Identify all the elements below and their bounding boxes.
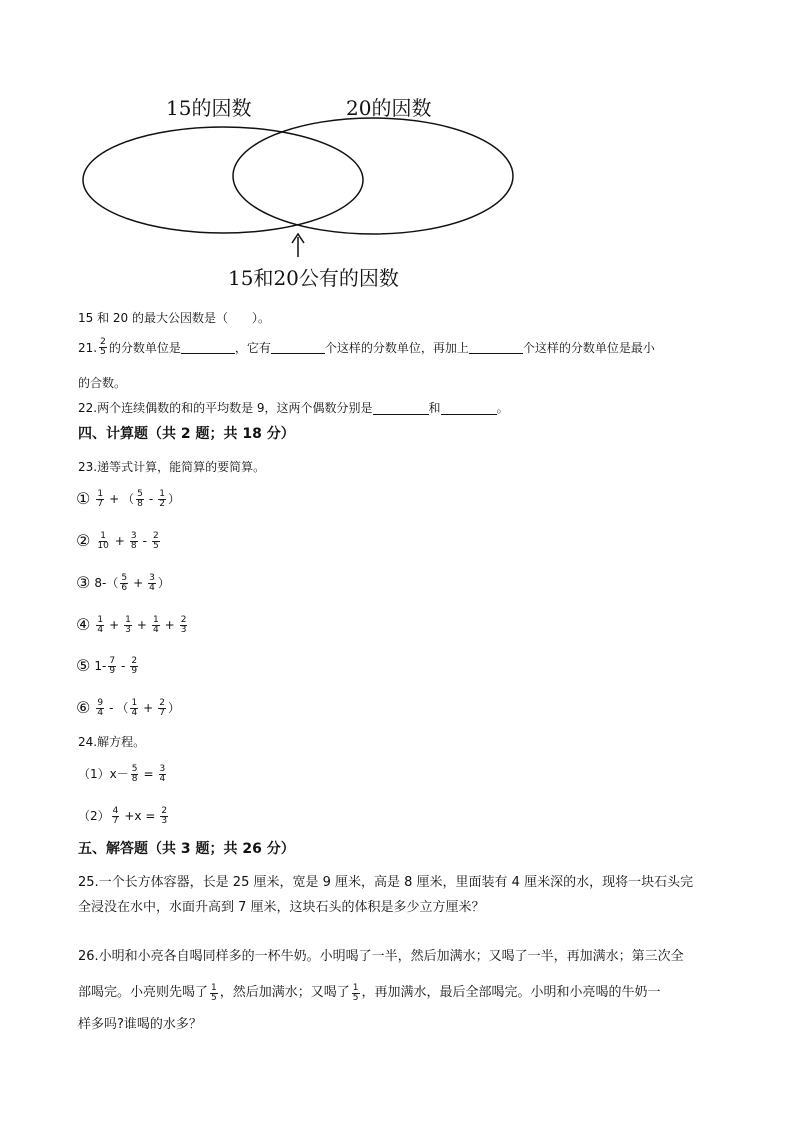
item-marker: ① bbox=[76, 489, 91, 508]
equation-1 bbox=[78, 761, 168, 787]
question-22 bbox=[78, 399, 509, 417]
minus-sign: - bbox=[109, 701, 114, 715]
q21-fraction: $\frac{2}{5}$ bbox=[100, 337, 106, 357]
q21-text-4: 个这样的分数单位是最小 bbox=[522, 340, 655, 355]
fraction: $\frac{1}{4}$ bbox=[131, 697, 138, 718]
plus-sign: + bbox=[109, 618, 120, 632]
q21-number: 21. bbox=[78, 340, 98, 355]
fraction: $\frac{5}{8}$ bbox=[137, 488, 143, 509]
q22-text-1: 22.两个连续偶数的和的平均数是 9，这两个偶数分别是 bbox=[78, 401, 373, 415]
minus-sign: - bbox=[142, 534, 147, 548]
right-paren: ） bbox=[167, 701, 180, 715]
q21-blank-2[interactable] bbox=[271, 341, 325, 354]
right-paren: ） bbox=[167, 492, 180, 506]
question-26-line3: 样多吗?谁喝的水多？ bbox=[78, 1017, 202, 1032]
item-marker: ③ bbox=[76, 573, 91, 592]
minus-sign: - bbox=[121, 659, 126, 673]
question-23-title: 23.递等式计算，能简算的要简算。 bbox=[78, 460, 266, 474]
right-ellipse bbox=[233, 118, 513, 234]
minus-sign: - bbox=[148, 492, 154, 506]
fraction: $\frac{1}{5}$ bbox=[352, 982, 359, 1003]
item-marker: ② bbox=[76, 531, 91, 550]
question-24-title: 24.解方程。 bbox=[78, 735, 146, 749]
venn-bottom-label: 15和20公有的因数 bbox=[228, 266, 399, 290]
question-20: 15 和 20 的最大公因数是（ ）。 bbox=[78, 311, 270, 325]
lead-term: 1- bbox=[94, 659, 107, 673]
calc-item-3 bbox=[76, 570, 170, 596]
fraction: $\frac{3}{4}$ bbox=[149, 572, 155, 593]
eq1-label: （1）x－ bbox=[78, 767, 129, 781]
calc-item-1 bbox=[76, 486, 180, 512]
fraction: $\frac{3}{4}$ bbox=[159, 763, 166, 784]
plus-sign: + bbox=[109, 492, 120, 506]
item-marker: ④ bbox=[76, 615, 91, 634]
equals-sign: = bbox=[143, 767, 154, 781]
plus-sign: + bbox=[136, 618, 147, 632]
left-paren: （ bbox=[116, 701, 129, 715]
section-4-heading: 四、计算题（共 2 题；共 18 分） bbox=[78, 426, 295, 442]
fraction: $\frac{3}{8}$ bbox=[130, 530, 137, 551]
equation-2 bbox=[78, 803, 170, 829]
question-26-line1: 26.小明和小亮各自喝同样多的一杯牛奶。小明喝了一半，然后加满水；又喝了一半，再加满水；第三次全 bbox=[78, 949, 684, 964]
question-25-line1: 25.一个长方体容器，长是 25 厘米，宽是 9 厘米，高是 8 厘米，里面装有 4 厘米深的水，现将一块石头完 bbox=[78, 875, 694, 890]
fraction: $\frac{1}{2}$ bbox=[159, 488, 165, 509]
q22-blank-1[interactable] bbox=[373, 402, 429, 415]
question-25-line2: 全浸没在水中，水面升高到 7 厘米，这块石头的体积是多少立方厘米？ bbox=[78, 900, 485, 915]
q26-text-b: ，然后加满水；又喝了 bbox=[219, 985, 350, 1000]
right-paren: ） bbox=[157, 576, 170, 590]
fraction: $\frac{4}{7}$ bbox=[112, 805, 119, 826]
calc-item-5 bbox=[76, 653, 140, 679]
fraction: $\frac{2}{3}$ bbox=[161, 805, 168, 826]
question-21 bbox=[78, 338, 655, 357]
q22-text-3: 。 bbox=[496, 401, 509, 415]
q21-text-1: 的分数单位是 bbox=[108, 340, 181, 355]
fraction: $\frac{7}{9}$ bbox=[109, 655, 116, 676]
q22-text-2: 和 bbox=[428, 401, 441, 415]
q22-blank-2[interactable] bbox=[441, 402, 497, 415]
fraction: $\frac{1}{4}$ bbox=[152, 614, 159, 635]
question-26-line2 bbox=[78, 980, 661, 1006]
q21-text-3: 个这样的分数单位，再加上 bbox=[324, 340, 469, 355]
section-5-heading: 五、解答题（共 3 题；共 26 分） bbox=[78, 841, 295, 857]
fraction: $\frac{2}{9}$ bbox=[131, 655, 138, 676]
item-marker: ⑤ bbox=[76, 656, 91, 675]
fraction: $\frac{2}{5}$ bbox=[152, 530, 159, 551]
eq2-label: （2） bbox=[78, 809, 110, 823]
plus-sign: + bbox=[133, 576, 144, 590]
fraction: $\frac{9}{4}$ bbox=[97, 697, 104, 718]
q26-text-a: 部喝完。小亮则先喝了 bbox=[78, 985, 209, 1000]
question-21-line2: 的合数。 bbox=[78, 376, 127, 390]
calc-item-6 bbox=[76, 695, 180, 721]
venn-diagram bbox=[0, 0, 794, 300]
left-paren: （ bbox=[122, 492, 135, 506]
fraction: $\frac{1}{3}$ bbox=[125, 614, 131, 635]
q21-text-2: ，它有 bbox=[234, 340, 271, 355]
plus-sign: + bbox=[143, 701, 154, 715]
plus-sign: + bbox=[114, 534, 125, 548]
fraction: $\frac{5}{8}$ bbox=[131, 763, 138, 784]
left-paren: （ bbox=[106, 576, 119, 590]
item-marker: ⑥ bbox=[76, 698, 91, 717]
fraction: $\frac{1}{4}$ bbox=[97, 614, 104, 635]
fraction: $\frac{1}{5}$ bbox=[211, 982, 217, 1003]
q26-text-c: ，再加满水，最后全部喝完。小明和小亮喝的牛奶一 bbox=[361, 985, 661, 1000]
fraction: $\frac{2}{3}$ bbox=[180, 614, 187, 635]
fraction: $\frac{1}{7}$ bbox=[97, 488, 104, 509]
eq2-middle: +x = bbox=[124, 809, 156, 823]
fraction: $\frac{1}{10}$ bbox=[97, 530, 109, 551]
calc-item-2 bbox=[76, 528, 162, 554]
calc-item-4 bbox=[76, 612, 189, 638]
fraction: $\frac{2}{7}$ bbox=[159, 697, 165, 718]
fraction: $\frac{5}{6}$ bbox=[121, 572, 128, 593]
venn-left-label: 15的因数 bbox=[166, 96, 252, 120]
venn-right-label: 20的因数 bbox=[346, 96, 432, 120]
left-ellipse bbox=[83, 127, 363, 233]
lead-term: 8- bbox=[94, 576, 107, 590]
q21-blank-3[interactable] bbox=[469, 341, 523, 354]
plus-sign: + bbox=[164, 618, 175, 632]
q21-blank-1[interactable] bbox=[181, 341, 235, 354]
